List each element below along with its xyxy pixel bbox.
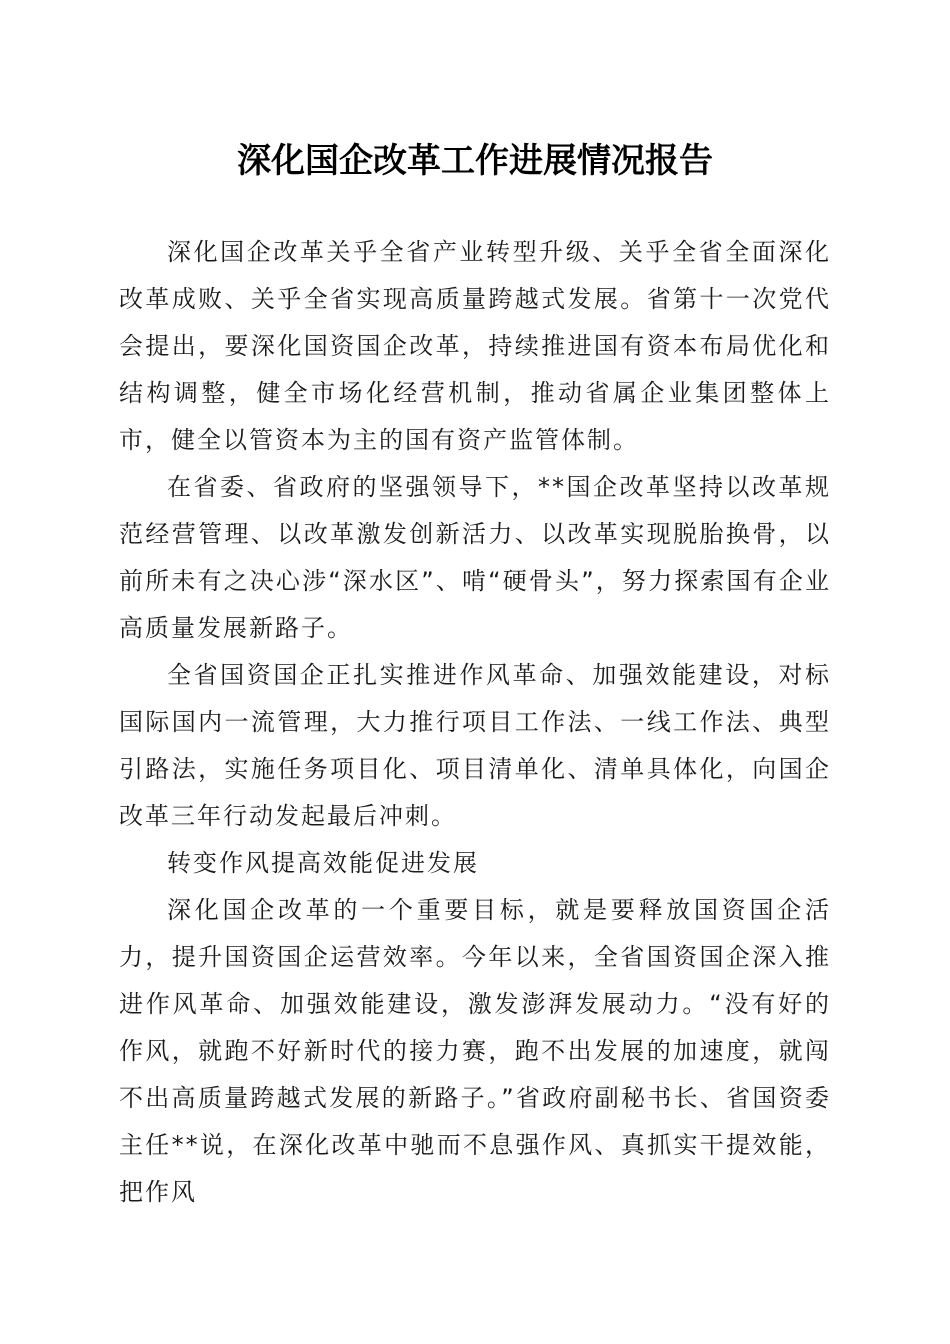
paragraph: 在省委、省政府的坚强领导下，**国企改革坚持以改革规范经营管理、以改革激发创新活力、以改革实现脱胎换骨，以前所未有之决心涉“深水区”、啃“硬骨头”，努力探索国有企业高质量发展新路子。 (119, 473, 831, 642)
document-title: 深化国企改革工作进展情况报告 (237, 141, 713, 181)
paragraph: 深化国企改革的一个重要目标，就是要释放国资国企活力，提升国资国企运营效率。今年以来，全省国资国企深入推进作风革命、加强效能建设，激发澎湃发展动力。“没有好的作风，就跑不好新时代的接力赛，跑不出发展的加速度，就闯不出高质量跨越式发展的新路子。”省政府副秘书长、省国资委主任**说，在深化改革中驰而不息强作风、真抓实干提效能，把作风 (119, 896, 831, 1206)
paragraph: 深化国企改革关乎全省产业转型升级、关乎全省全面深化改革成败、关乎全省实现高质量跨越式发展。省第十一次党代会提出，要深化国资国企改革，持续推进国有资本布局优化和结构调整，健全市场化经营机制，推动省属企业集团整体上市，健全以管资本为主的国有资产监管体制。 (119, 238, 831, 454)
section-subheading: 转变作风提高效能促进发展 (167, 849, 479, 877)
document-body (119, 229, 831, 1216)
paragraph: 全省国资国企正扎实推进作风革命、加强效能建设，对标国际国内一流管理，大力推行项目工作法、一线工作法、典型引路法，实施任务项目化、项目清单化、清单具体化，向国企改革三年行动发起最后冲刺。 (119, 661, 831, 830)
